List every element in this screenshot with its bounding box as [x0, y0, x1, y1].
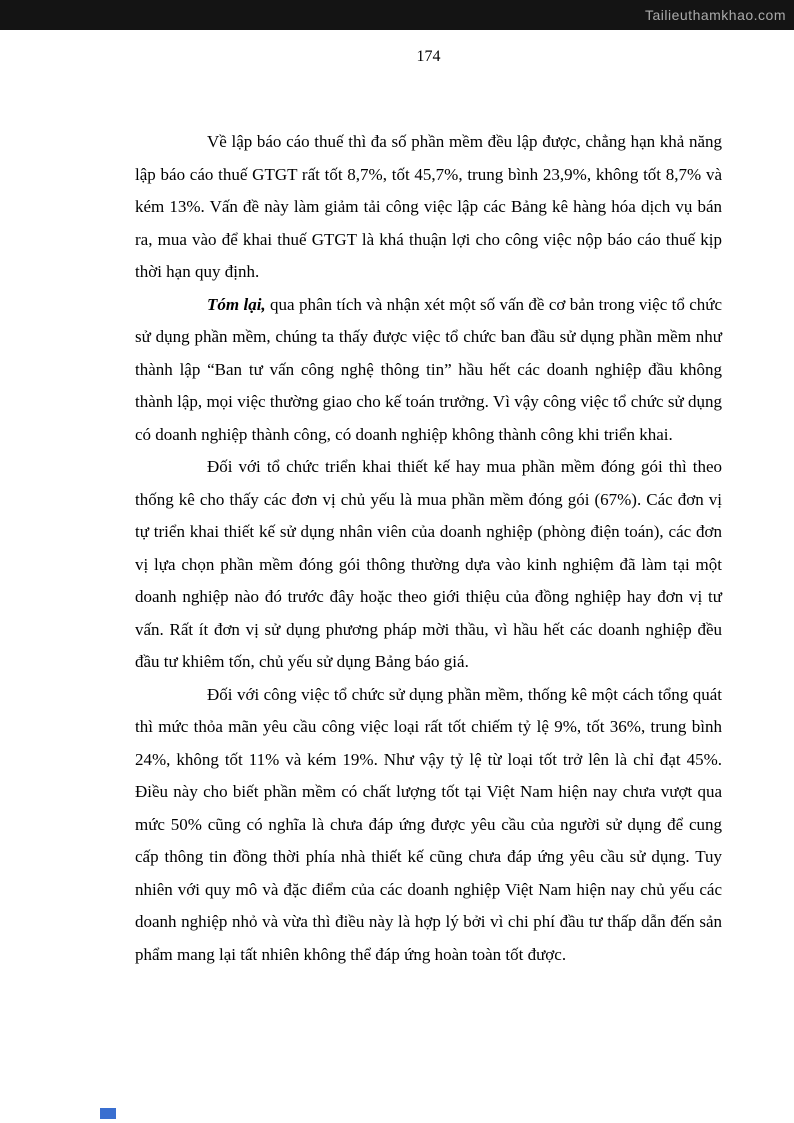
paragraph: [135, 451, 722, 679]
paragraph: [135, 126, 722, 289]
bottom-left-artifact: [100, 1108, 116, 1119]
paragraph-text: Đối với tổ chức triển khai thiết kế hay mua phần mềm đóng gói thì theo thống kê cho thấy các đơn vị chủ yếu là mua phần mềm đóng gói (67%). Các đơn vị tự triển khai thiết kế sử dụng nhân viên của doanh nghiệp (phòng điện toán), các đơn vị lựa chọn phần mềm đóng gói thông thường dựa vào kinh nghiệm đã làm tại một doanh nghiệp nào đó trước đây hoặc theo giới thiệu của đồng nghiệp hay đơn vị tư vấn. Rất ít đơn vị sử dụng phương pháp mời thầu, vì hầu hết các doanh nghiệp đều đầu tư khiêm tốn, chủ yếu sử dụng Bảng báo giá.: [135, 457, 722, 671]
paragraph: [135, 289, 722, 452]
paragraph-text: qua phân tích và nhận xét một số vấn đề cơ bản trong việc tổ chức sử dụng phần mềm, chúng ta thấy được việc tổ chức ban đầu sử dụng phần mềm như thành lập “Ban tư vấn công nghệ thông tin” hầu hết các doanh nghiệp đầu không thành lập, mọi việc thường giao cho kế toán trưởng. Vì vậy công việc tổ chức sử dụng có doanh nghiệp thành công, có doanh nghiệp không thành công khi triển khai.: [135, 294, 723, 444]
paragraph-text: Đối với công việc tổ chức sử dụng phần mềm, thống kê một cách tổng quát thì mức thỏa mãn yêu cầu công việc loại rất tốt chiếm tỷ lệ 9%, tốt 36%, trung bình 24%, không tốt 11% và kém 19%. Như vậy tỷ lệ từ loại tốt trở lên là chỉ đạt 45%. Điều này cho biết phần mềm có chất lượng tốt tại Việt Nam hiện nay chưa vượt qua mức 50% cũng có nghĩa là chưa đáp ứng được yêu cầu của người sử dụng để cung cấp thông tin đồng thời phía nhà thiết kế cũng chưa đáp ứng yêu cầu sử dụng. Tuy nhiên với quy mô và đặc điểm của các doanh nghiệp Việt Nam hiện nay chủ yếu các doanh nghiệp nhỏ và vừa thì điều này là hợp lý bởi vì chi phí đầu tư thấp dẫn đến sản phẩm mang lại tất nhiên không thể đáp ứng hoàn toàn tốt được.: [135, 684, 722, 964]
document-body: [135, 126, 722, 971]
watermark-banner: [0, 0, 794, 30]
paragraph-lead-emphasis: Tóm lại,: [207, 294, 266, 314]
paragraph-text: Về lập báo cáo thuế thì đa số phần mềm đều lập được, chẳng hạn khả năng lập báo cáo thuế GTGT rất tốt 8,7%, tốt 45,7%, trung bình 23,9%, không tốt 8,7% và kém 13%. Vấn đề này làm giảm tải công việc lập các Bảng kê hàng hóa dịch vụ bán ra, mua vào để khai thuế GTGT là khá thuận lợi cho công việc nộp báo cáo thuế kịp thời hạn quy định.: [135, 132, 722, 281]
page-number: 174: [416, 48, 441, 65]
paragraph: [135, 679, 722, 972]
watermark-text: Tailieuthamkhao.com: [644, 7, 786, 23]
